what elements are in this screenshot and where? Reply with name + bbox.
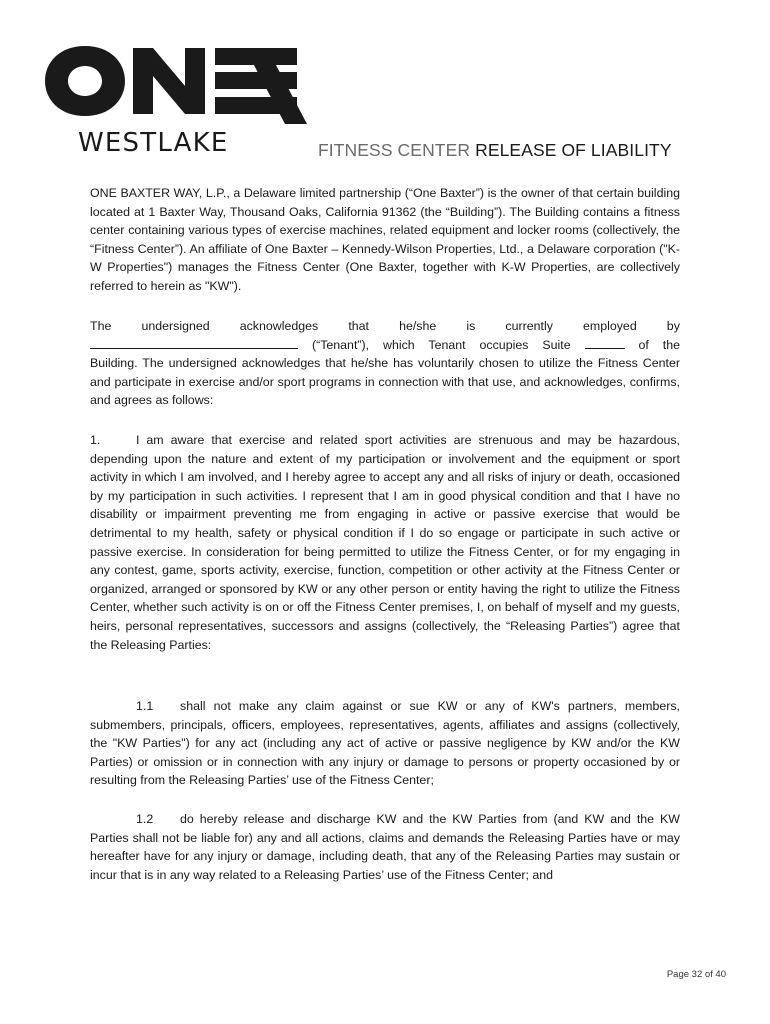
acknowledgement-word: The — [90, 319, 112, 333]
section-1-number: 1. — [90, 433, 101, 447]
section-1-2-text: do hereby release and discharge KW and the KW Parties from (and KW and the KW Parties shall not be liable for) any and all actions, claims and demands the Releasing Parties have or may hereafter have for any injury or damage, including death, that any of the Releasing Parties may sustain or incur that is in any way related to a Releasing Parties’ use of the Fitness Center; and — [90, 812, 680, 882]
document-title — [318, 140, 672, 161]
acknowledgement-word: is — [466, 319, 476, 333]
logo-westlake-text: WESTLAKE — [78, 128, 229, 158]
acknowledgement-word: by — [666, 319, 680, 333]
acknowledgement-word: that — [348, 319, 369, 333]
acknowledgement-word: employed — [582, 319, 637, 333]
logo-wordmark — [78, 128, 288, 162]
acknowledgement-word: currently — [505, 319, 553, 333]
section-1-1 — [90, 697, 680, 790]
acknowledgement-paragraph — [90, 317, 680, 410]
section-1-2-number: 1.2 — [136, 812, 154, 826]
page-number: Page 32 of 40 — [666, 969, 726, 980]
acknowledgement-word: acknowledges — [239, 319, 319, 333]
acknowledgement-word: undersigned — [141, 319, 210, 333]
section-1 — [90, 431, 680, 654]
section-1-text: I am aware that exercise and related sport activities are strenuous and may be hazardous, depending upon the nature and extent of my participation or involvement and the equipment or sport activity in which I am involved, and I hereby agree to accept any and all risks of injury or death, occasioned by my participation in such activities. I represent that I am in good physical condition and that I have no disability or impairment preventing me from engaging in active or passive exercise that would be detrimental to my health, safety or physical condition if I do so engage or participate in such active or passive exercise. In consideration for being permitted to utilize the Fitness Center, or for my engaging in any contest, game, sports activity, exercise, function, competition or other activity at the Fitness Center or organized, arranged or sponsored by KW or any other person or entity having the right to utilize the Fitness Center, whether such activity is on or off the Fitness Center premises, I, on behalf of myself and my guests, heirs, personal representatives, successors and assigns (collectively, the “Releasing Parties”) agree that the Releasing Parties: — [90, 433, 680, 652]
section-1-2 — [90, 810, 680, 884]
suite-blank-field[interactable] — [585, 336, 625, 349]
section-1-1-text: shall not make any claim against or sue KW or any of KW's partners, members, submembers, principals, officers, employees, representatives, agents, affiliates and assigns (collectively, the "KW Parties") for any act (including any act of active or passive negligence by KW and/or the KW Parties) or omission or in connection with any injury or damage to persons or property occasioned by or resulting from the Releasing Parties’ use of the Fitness Center; — [90, 699, 680, 788]
intro-paragraph: ONE BAXTER WAY, L.P., a Delaware limited partnership (“One Baxter”) is the owner of that certain building located at 1 Baxter Way, Thousand Oaks, California 91362 (the “Building”). The Building contains a fitness center containing various types of exercise machines, related equipment and locker rooms (collectively, the “Fitness Center”). An affiliate of One Baxter – Kennedy-Wilson Properties, Ltd., a Delaware corporation ("K-W Properties") manages the Fitness Center (One Baxter, together with K-W Properties, are collectively referred to herein as "KW"). — [90, 186, 680, 293]
title-main: RELEASE OF LIABILITY — [475, 140, 672, 160]
acknowledgement-first-line — [90, 317, 680, 336]
acknowledgement-second-line — [90, 336, 680, 355]
employer-blank-field[interactable] — [90, 336, 298, 349]
tenant-text: (“Tenant”), which Tenant occupies Suite — [311, 337, 571, 352]
of-the-text: of the — [638, 337, 680, 352]
acknowledgement-rest: Building. The undersigned acknowledges that he/she has voluntarily chosen to utilize the Fitness Center and participate in exercise and/or sport programs in connection with that use, and acknowledges, confirms, and agrees as follows: — [90, 356, 680, 408]
title-accent: FITNESS CENTER — [318, 140, 471, 160]
acknowledgement-word: he/she — [399, 319, 437, 333]
section-1-1-number: 1.1 — [136, 699, 154, 713]
